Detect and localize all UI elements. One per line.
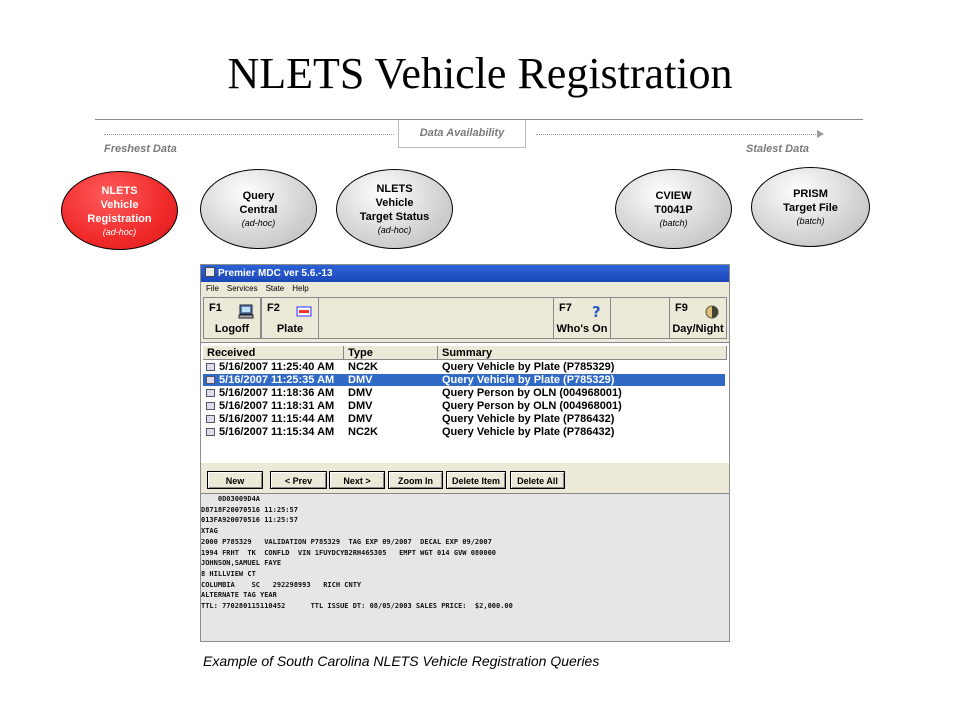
availability-axis-left (104, 134, 394, 135)
fkey-code: F9 (675, 302, 688, 314)
fkey-label: Who's On (556, 323, 608, 335)
f7-whos-on-button[interactable] (553, 297, 611, 339)
cell-summary: Query Person by OLN (004968001) (442, 387, 622, 399)
day-night-icon (704, 303, 720, 319)
cell-type: NC2K (348, 361, 378, 373)
cell-received: 5/16/2007 11:15:44 AM (219, 413, 335, 425)
menu-services[interactable]: Services (226, 284, 258, 293)
source-line: PRISM (793, 188, 828, 200)
fkey-spacer (319, 297, 553, 339)
cell-type: DMV (348, 400, 373, 412)
cell-summary: Query Vehicle by Plate (P785329) (442, 374, 615, 386)
message-icon (206, 363, 215, 371)
table-row[interactable] (203, 387, 725, 399)
source-line: Target File (783, 202, 838, 214)
cell-summary: Query Vehicle by Plate (P786432) (442, 413, 615, 425)
source-line: NLETS (101, 184, 138, 197)
source-mode: (ad-hoc) (241, 218, 276, 228)
fkey-code: F1 (209, 302, 222, 314)
detail-line: TTL: 770280115110452 TTL ISSUE DT: 08/05/2003 SALES PRICE: $2,000.00 (201, 602, 513, 611)
source-line: CVIEW (655, 190, 692, 202)
figure-caption: Example of South Carolina NLETS Vehicle Registration Queries (203, 653, 600, 669)
detail-line: XTAG (201, 527, 218, 536)
svg-text:?: ? (592, 303, 601, 319)
availability-label: Data Availability (398, 120, 526, 148)
detail-line: 1994 FRHT TK CONFLD VIN 1FUYDCYB2RH465305 EMPT WGT 014 GVW 080000 (201, 548, 497, 557)
column-received[interactable]: Received (203, 346, 344, 360)
message-icon (206, 428, 215, 436)
cell-type: NC2K (348, 426, 378, 438)
delete-item-button[interactable]: Delete Item (446, 471, 506, 489)
cell-summary: Query Vehicle by Plate (P785329) (442, 361, 615, 373)
prev-button[interactable]: < Prev (270, 471, 327, 489)
cell-summary: Query Person by OLN (004968001) (442, 400, 622, 412)
source-line: Query (242, 190, 275, 202)
source-prism-target-file (751, 167, 870, 247)
message-list[interactable] (201, 342, 729, 463)
source-line: NLETS (376, 183, 413, 195)
window-titlebar[interactable] (201, 265, 729, 282)
app-window (200, 264, 730, 642)
cell-received: 5/16/2007 11:25:35 AM (219, 374, 335, 386)
f9-day-night-button[interactable] (669, 297, 727, 339)
f2-plate-button[interactable] (261, 297, 319, 339)
detail-line: ALTERNATE TAG YEAR (201, 591, 277, 600)
delete-all-button[interactable]: Delete All (510, 471, 565, 489)
source-line: Target Status (359, 211, 430, 223)
zoom-in-button[interactable]: Zoom In (388, 471, 443, 489)
computer-icon (238, 303, 254, 319)
message-icon (206, 415, 215, 423)
help-icon (588, 303, 604, 319)
menu-state[interactable]: State (265, 284, 285, 293)
cell-received: 5/16/2007 11:18:31 AM (219, 400, 335, 412)
cell-type: DMV (348, 387, 373, 399)
availability-axis-right (536, 134, 818, 135)
source-mode: (batch) (796, 216, 825, 226)
column-summary[interactable]: Summary (438, 346, 727, 360)
table-row-selected[interactable] (203, 374, 725, 386)
next-button[interactable]: Next > (329, 471, 385, 489)
cell-received: 5/16/2007 11:15:34 AM (219, 426, 335, 438)
fkey-code: F2 (267, 302, 280, 314)
detail-line: 8 HILLVIEW CT (201, 569, 256, 578)
table-row[interactable] (203, 400, 725, 412)
menu-file[interactable]: File (206, 284, 219, 293)
source-nlets-vehicle-registration (61, 171, 178, 250)
message-icon (206, 389, 215, 397)
detail-line: JOHNSON,SAMUEL FAYE (201, 559, 282, 568)
detail-line: 0D03009D4A (201, 495, 261, 503)
new-button[interactable]: New (207, 471, 263, 489)
source-cview-t0041p (615, 169, 732, 249)
source-mode: (batch) (659, 218, 688, 228)
fkey-label: Logoff (214, 323, 250, 335)
source-line: T0041P (654, 204, 693, 216)
cell-type: DMV (348, 374, 373, 386)
source-nlets-vehicle-target-status (336, 169, 453, 249)
freshest-label: Freshest Data (104, 143, 177, 155)
menu-help[interactable]: Help (292, 284, 309, 293)
source-mode: (ad-hoc) (102, 226, 137, 237)
source-query-central (200, 169, 317, 249)
message-icon (206, 376, 215, 384)
table-row[interactable] (203, 361, 725, 373)
f1-logoff-button[interactable] (203, 297, 261, 339)
fkey-spacer (611, 297, 669, 339)
table-row[interactable] (203, 426, 725, 438)
detail-line: 2000 P785329 VALIDATION P785329 TAG EXP 09/2007 DECAL EXP 09/2007 (201, 537, 492, 546)
message-detail-pane[interactable] (201, 493, 729, 642)
cell-received: 5/16/2007 11:18:36 AM (219, 387, 335, 399)
window-title: Premier MDC ver 5.6.-13 (218, 268, 333, 279)
stalest-label: Stalest Data (746, 143, 809, 155)
arrow-right-icon (817, 130, 824, 138)
source-line: Vehicle (375, 197, 414, 209)
source-line: Central (239, 204, 278, 216)
source-line: Vehicle (100, 198, 139, 211)
page-title: NLETS Vehicle Registration (227, 49, 733, 98)
source-mode: (ad-hoc) (377, 225, 412, 235)
detail-line: COLUMBIA SC 292298993 RICH CNTY (201, 580, 362, 589)
message-icon (206, 402, 215, 410)
menu-bar (201, 282, 729, 295)
source-line: Registration (87, 212, 152, 225)
action-button-bar (201, 467, 729, 493)
cell-summary: Query Vehicle by Plate (P786432) (442, 426, 615, 438)
fkey-code: F7 (559, 302, 572, 314)
cell-type: DMV (348, 413, 373, 425)
detail-line: 013FA920070516 11:25:57 (201, 516, 298, 525)
cell-received: 5/16/2007 11:25:40 AM (219, 361, 335, 373)
fkey-label: Plate (276, 323, 304, 335)
plate-icon (296, 303, 312, 319)
column-type[interactable]: Type (344, 346, 438, 360)
app-icon (205, 267, 215, 277)
fkey-label: Day/Night (672, 323, 724, 335)
detail-line: D8718F20070516 11:25:57 (201, 505, 298, 514)
table-row[interactable] (203, 413, 725, 425)
